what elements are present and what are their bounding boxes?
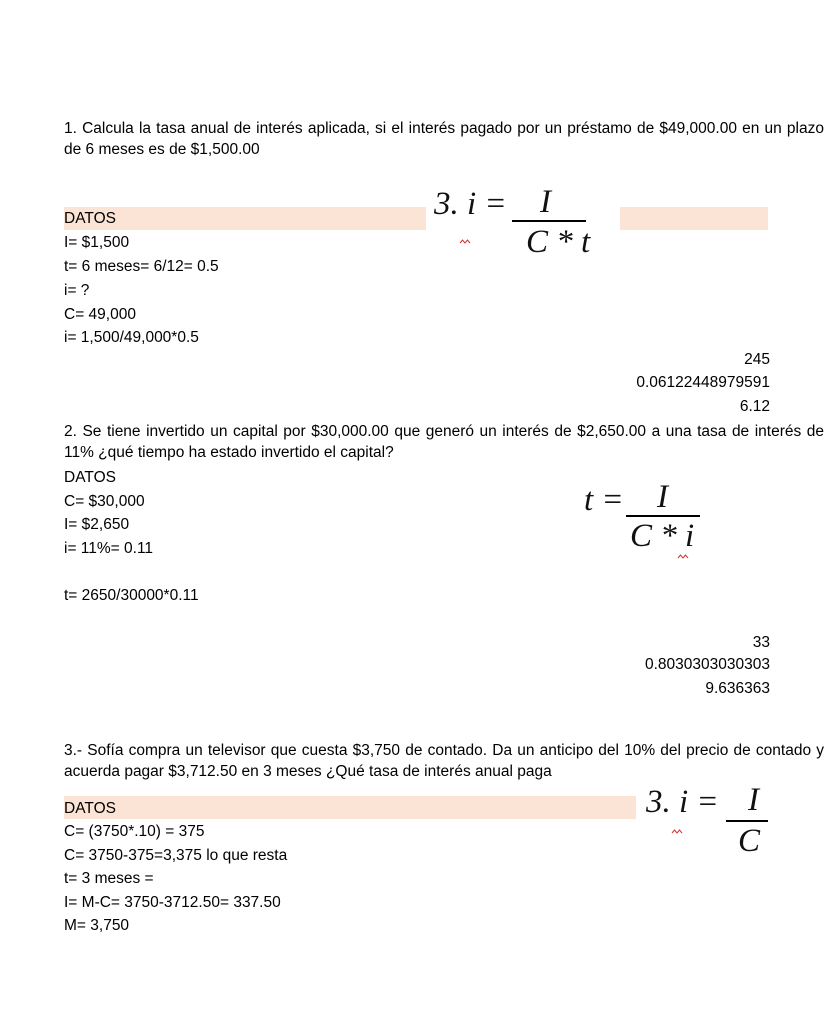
formula-lhs: 3. i =	[434, 186, 507, 222]
problem2-statement: 2. Se tiene invertido un capital por $30,000.00 que generó un interés de $2,650.00 a una tasa de interés de 11% ¿qué tiempo ha estado invertido el capital?	[64, 423, 824, 461]
formula-lhs: 3. i =	[646, 784, 719, 820]
problem3-statement: 3.- Sofía compra un televisor que cuesta $3,750 de contado. Da un anticipo del 10% del precio de contado y acuerda pagar $3,712.50 en 3 meses ¿Qué tasa de interés anual paga	[64, 742, 824, 780]
problem1-datos-label: DATOS	[64, 210, 116, 227]
fraction-bar	[726, 820, 768, 822]
problem1-line: C= 49,000	[64, 306, 136, 323]
problem2-result: 33	[752, 634, 770, 651]
problem1-line: i= ?	[64, 282, 90, 299]
problem3-line: t= 3 meses =	[64, 870, 154, 887]
datos-highlight-1-right	[620, 207, 768, 230]
problem1-result: 245	[744, 351, 770, 368]
fraction-bar	[512, 220, 586, 222]
datos-highlight-1	[64, 207, 426, 230]
formula-denominator: C	[738, 823, 761, 859]
formula-numerator: I	[748, 782, 759, 818]
formula-denominator: C * t	[526, 224, 591, 260]
problem3-line: I= M-C= 3750-3712.50= 337.50	[64, 894, 281, 911]
problem3-datos-label: DATOS	[64, 800, 116, 817]
problem2-datos-label: DATOS	[64, 469, 116, 486]
problem3-line: C= (3750*.10) = 375	[64, 823, 205, 840]
problem2-result: 9.636363	[705, 680, 770, 697]
spellcheck-squiggle	[678, 546, 688, 551]
formula-lhs: t =	[584, 482, 624, 518]
datos-highlight-3	[64, 796, 636, 819]
problem1-result: 0.06122448979591	[636, 374, 770, 391]
problem2-line: i= 11%= 0.11	[64, 540, 154, 557]
fraction-bar	[626, 515, 700, 517]
spellcheck-squiggle	[672, 821, 682, 826]
problem2-line: C= $30,000	[64, 493, 145, 510]
problem2-result: 0.8030303030303	[645, 656, 770, 673]
problem2-line: t= 2650/30000*0.11	[64, 587, 199, 604]
problem2-line: I= $2,650	[64, 516, 130, 533]
formula-numerator: I	[657, 479, 668, 515]
problem1-result: 6.12	[739, 398, 770, 415]
problem1-line: I= $1,500	[64, 234, 130, 251]
problem3-line: M= 3,750	[64, 917, 130, 934]
formula-denominator: C * i	[630, 518, 695, 554]
problem1-statement: 1. Calcula la tasa anual de interés aplicada, si el interés pagado por un préstamo de $49,000.00 en un plazo de 6 meses es de $1,500.00	[64, 120, 824, 158]
problem1-line: i= 1,500/49,000*0.5	[64, 329, 199, 346]
formula-numerator: I	[540, 184, 551, 220]
problem1-line: t= 6 meses= 6/12= 0.5	[64, 258, 219, 275]
problem3-line: C= 3750-375=3,375 lo que resta	[64, 847, 288, 864]
spellcheck-squiggle	[460, 231, 470, 236]
